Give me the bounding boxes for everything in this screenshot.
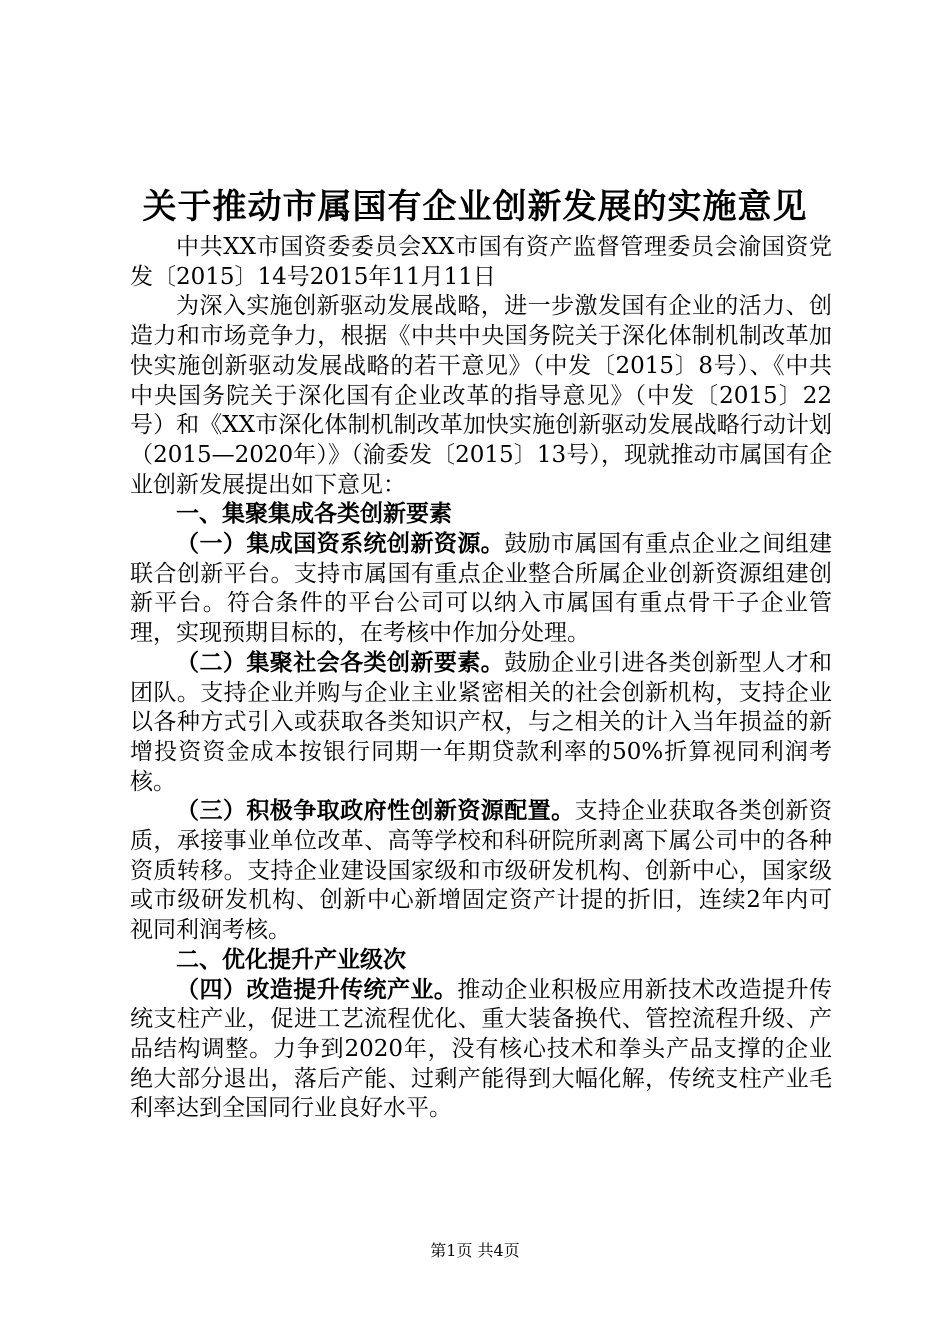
item-2-lead: （二）集聚社会各类创新要素。 — [176, 649, 505, 676]
item-3-text: 支持企业获取各类创新资质，承接事业单位改革、高等学校和科研院所剥离下属公司中的各种资质转移。支持企业建设国家级和市级研发机构、创新中心，国家级或市级研发机构、创新中心新增固定资产计提的折旧，连续2年内可视同利润考核。 — [130, 798, 833, 944]
item-2-paragraph — [130, 649, 832, 798]
item-2-text: 鼓励企业引进各类创新型人才和团队。支持企业并购与企业主业紧密相关的社会创新机构，支持企业以各种方式引入或获取各类知识产权，与之相关的计入当年损益的新增投资资金成本按银行同期一年期贷款利率的50%折算视同利润考核。 — [130, 649, 833, 795]
item-4-text: 推动企业积极应用新技术改造提升传统支柱产业，促进工艺流程优化、重大装备换代、管控流程升级、产品结构调整。力争到2020年，没有核心技术和拳头产品支撑的企业绝大部分退出，落后产能、过剩产能得到大幅化解，传统支柱产业毛利率达到全国同行业良好水平。 — [130, 976, 833, 1122]
item-3-lead: （三）积极争取政府性创新资源配置。 — [176, 798, 575, 825]
item-1-text: 鼓励市属国有重点企业之间组建联合创新平台。支持市属国有重点企业整合所属企业创新资源组建创新平台。符合条件的平台公司可以纳入市属国有重点骨干子企业管理，实现预期目标的，在考核中作加分处理。 — [130, 531, 833, 647]
issuer-line: 中共XX市国资委委员会XX市国有资产监督管理委员会渝国资党发〔2015〕14号2015年11月11日 — [130, 234, 832, 290]
item-4-paragraph — [130, 976, 832, 1125]
item-4-lead: （四）改造提升传统产业。 — [176, 976, 458, 1003]
item-1-lead: （一）集成国资系统创新资源。 — [176, 531, 505, 558]
page-footer: 第1页 共4页 — [430, 1241, 520, 1260]
document-body — [130, 233, 832, 1124]
item-1-paragraph — [130, 530, 832, 649]
section-heading-2: 二、优化提升产业级次 — [176, 946, 406, 973]
document-title: 关于推动市属国有企业创新发展的实施意见 — [142, 187, 808, 227]
section-heading-1: 一、集聚集成各类创新要素 — [176, 501, 452, 528]
intro-paragraph: 为深入实施创新驱动发展战略，进一步激发国有企业的活力、创造力和市场竞争力，根据《中共中央国务院关于深化体制机制改革加快实施创新驱动发展战略的若干意见》（中发〔2015〕8号）、《中共中央国务院关于深化国有企业改革的指导意见》（中发〔2015〕22号）和《XX市深化体制机制改革加快实施创新驱动发展战略行动计划（2015—2020年）》（渝委发〔2015〕13号），现就推动市属国有企业创新发展提出如下意见： — [130, 293, 832, 498]
item-3-paragraph — [130, 797, 832, 946]
